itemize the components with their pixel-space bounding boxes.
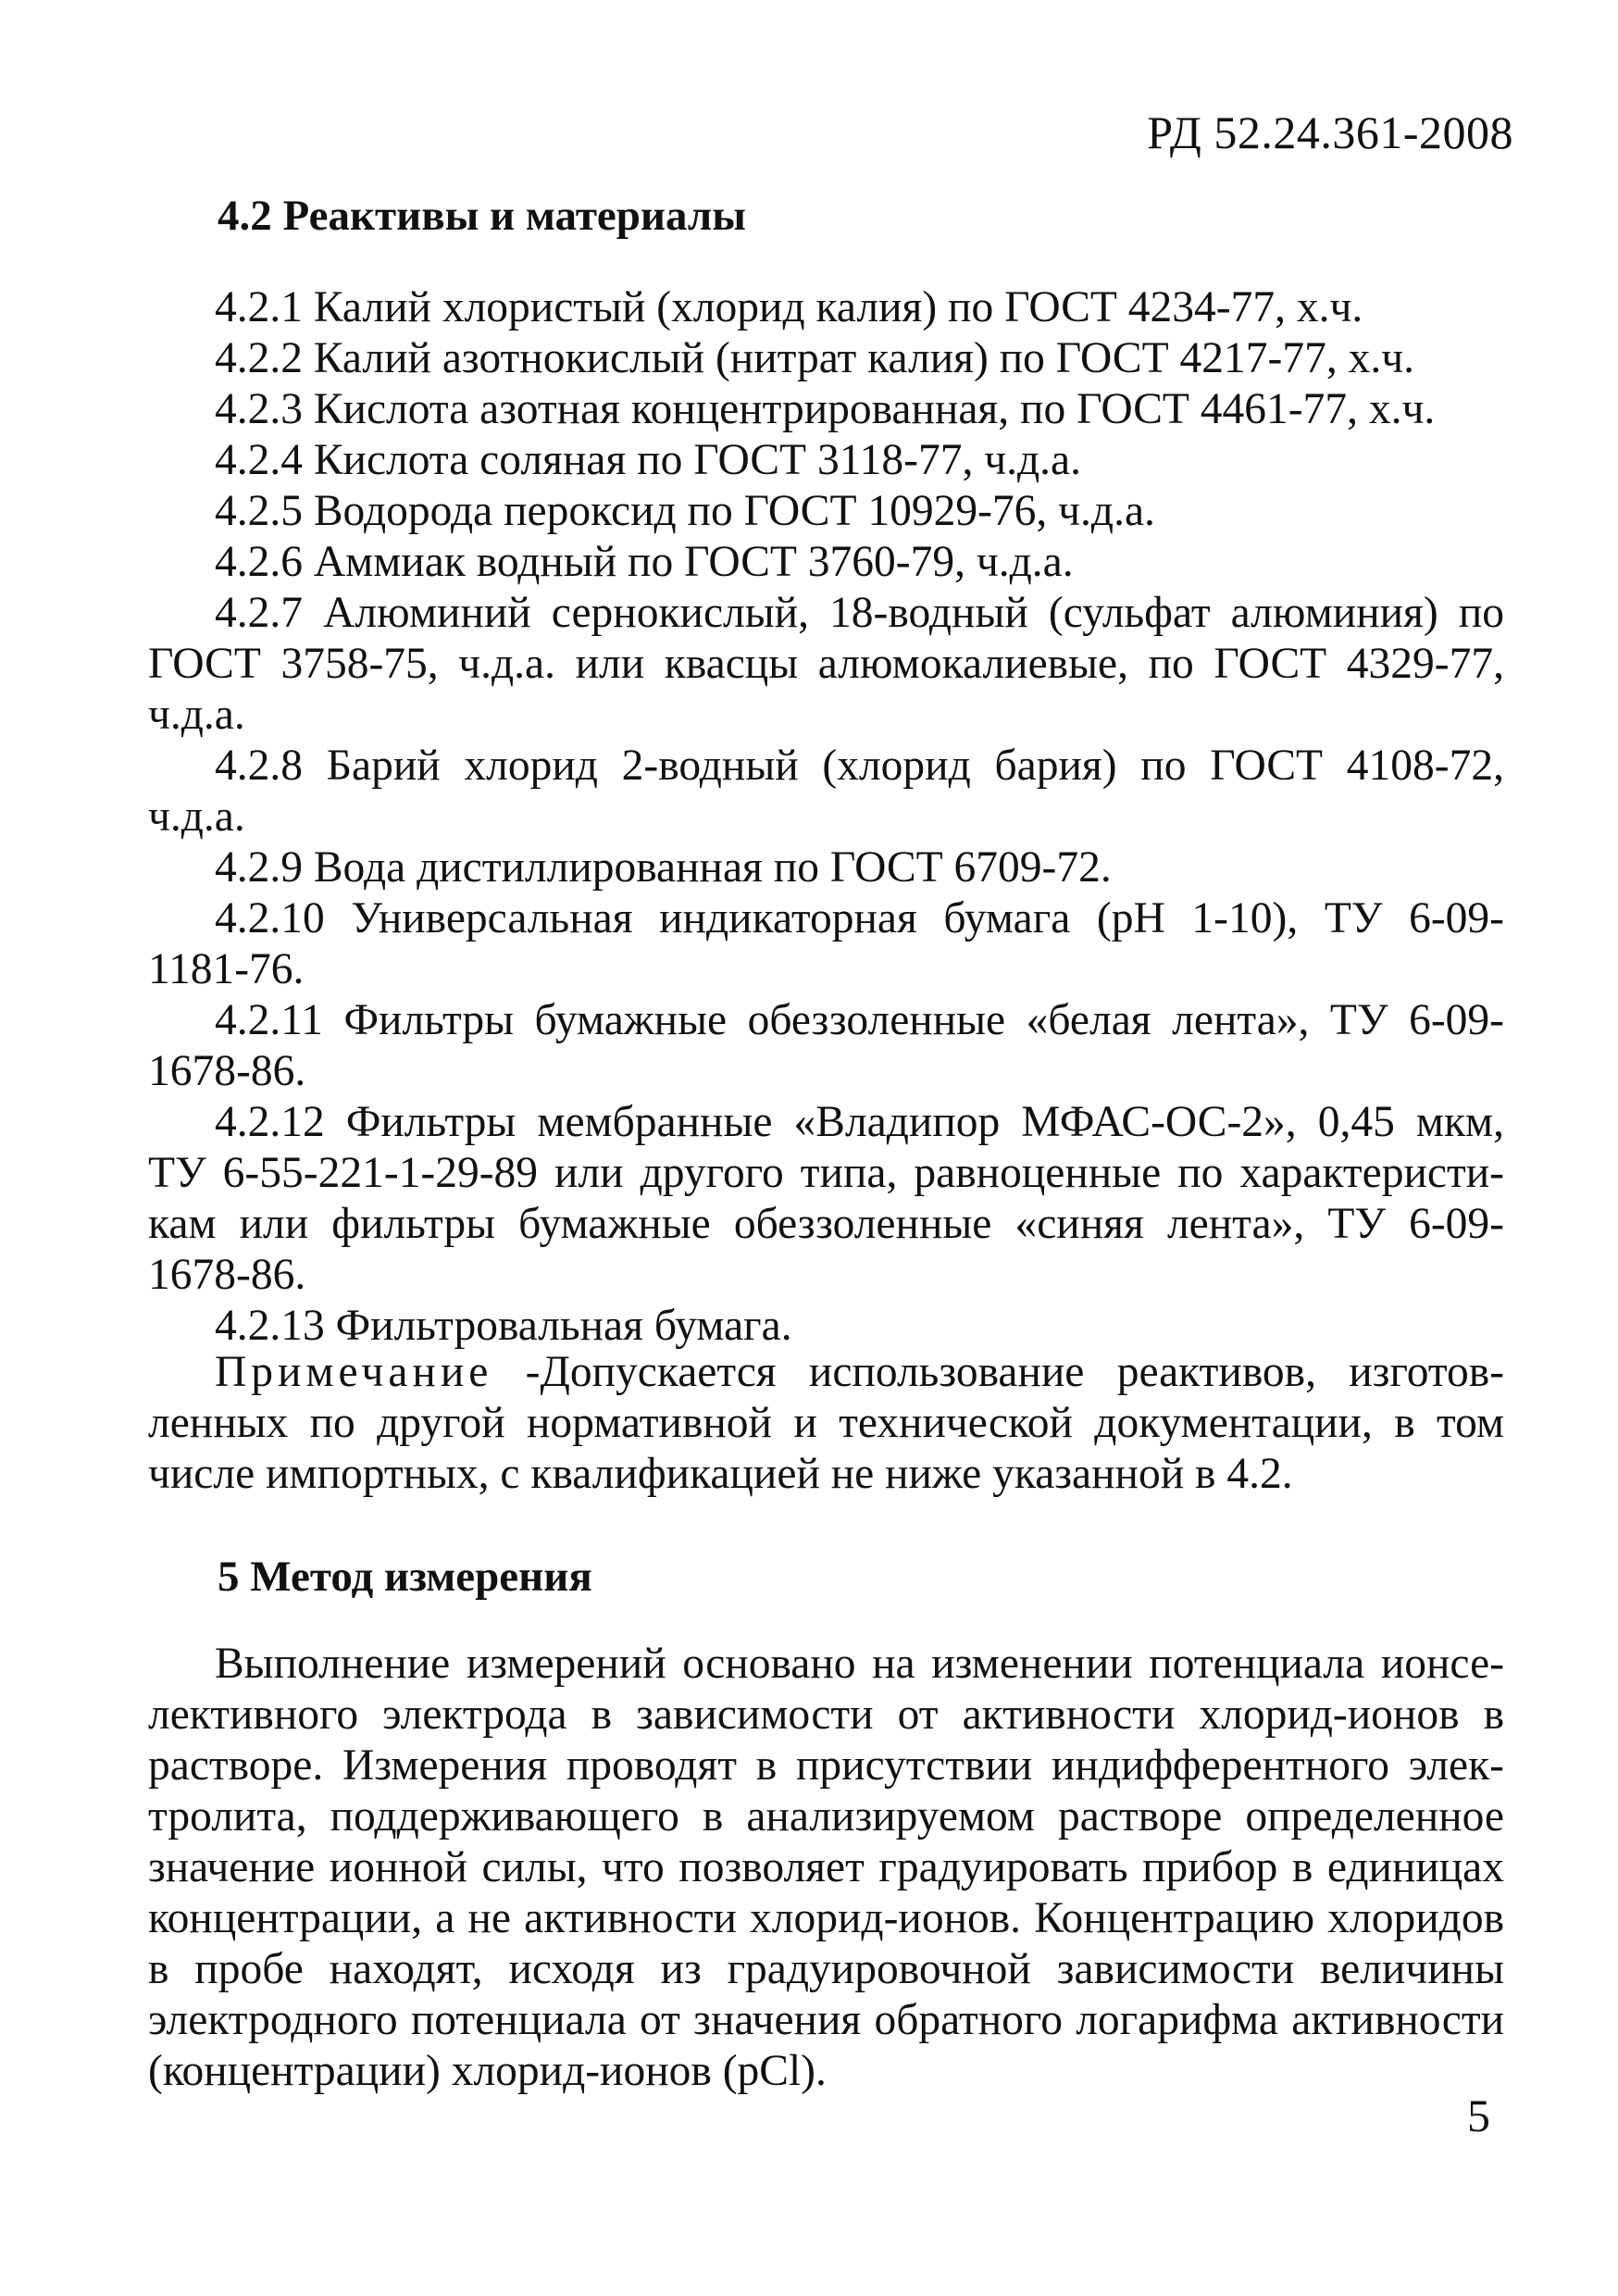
note-block bbox=[148, 1347, 1504, 1500]
paragraph-line: (концентрации) хлорид-ионов (рСl). bbox=[148, 2047, 827, 2095]
list-item: 4.2.10 Универсальная индикаторная бумага (рН 1-10), ТУ 6-09- bbox=[215, 894, 1504, 942]
list-item-continuation: 1678-86. bbox=[148, 1251, 306, 1299]
method-paragraph bbox=[148, 1639, 1504, 2097]
document-number: РД 52.24.361-2008 bbox=[1147, 106, 1513, 158]
list-item: 4.2.4 Кислота соляная по ГОСТ 3118-77, ч.д.а. bbox=[215, 436, 1082, 484]
list-item-continuation: ч.д.а. bbox=[148, 792, 245, 841]
list-item-continuation: 1678-86. bbox=[148, 1047, 306, 1095]
note-line: ленных по другой нормативной и технической документации, в том bbox=[148, 1399, 1504, 1447]
list-item: 4.2.12 Фильтры мембранные «Владипор МФАС-ОС-2», 0,45 мкм, bbox=[215, 1098, 1504, 1146]
list-item: 4.2.6 Аммиак водный по ГОСТ 3760-79, ч.д.а. bbox=[215, 538, 1074, 586]
list-item: 4.2.3 Кислота азотная концентрированная, по ГОСТ 4461-77, х.ч. bbox=[215, 385, 1436, 433]
paragraph-line: концентрации, а не активности хлорид-ионов. Концентрацию хлоридов bbox=[148, 1894, 1504, 1942]
list-item: 4.2.5 Водорода пероксид по ГОСТ 10929-76, ч.д.а. bbox=[215, 487, 1155, 535]
note-label: Примечание bbox=[215, 1348, 493, 1396]
paragraph-line: в пробе находят, исходя из градуировочной зависимости величины bbox=[148, 1945, 1504, 1993]
list-item-continuation: 1181-76. bbox=[148, 945, 305, 993]
list-item: 4.2.11 Фильтры бумажные обеззоленные «белая лента», ТУ 6-09- bbox=[215, 996, 1504, 1044]
reagents-list bbox=[148, 282, 1504, 1352]
paragraph-line: Выполнение измерений основано на изменении потенциала ионсе- bbox=[215, 1640, 1504, 1688]
note-line bbox=[148, 1347, 1504, 1398]
list-item: 4.2.9 Вода дистиллированная по ГОСТ 6709-72. bbox=[215, 843, 1112, 892]
list-item-continuation: ч.д.а. bbox=[148, 691, 245, 739]
page-number: 5 bbox=[1467, 2090, 1490, 2141]
list-item: 4.2.2 Калий азотнокислый (нитрат калия) по ГОСТ 4217-77, х.ч. bbox=[215, 334, 1414, 382]
list-item: 4.2.13 Фильтровальная бумага. bbox=[215, 1302, 792, 1350]
paragraph-line: значение ионной силы, что позволяет градуировать прибор в единицах bbox=[148, 1843, 1504, 1891]
list-item-continuation: ГОСТ 3758-75, ч.д.а. или квасцы алюмокалиевые, по ГОСТ 4329-77, bbox=[148, 640, 1504, 688]
list-item: 4.2.1 Калий хлористый (хлорид калия) по ГОСТ 4234-77, х.ч. bbox=[215, 283, 1363, 331]
note-text: -Допускается использование реактивов, изготов- bbox=[492, 1348, 1504, 1396]
paragraph-line: лективного электрода в зависимости от активности хлорид-ионов в bbox=[148, 1691, 1504, 1739]
paragraph-line: растворе. Измерения проводят в присутствии индифферентного элек- bbox=[148, 1741, 1504, 1790]
list-item: 4.2.7 Алюминий сернокислый, 18-водный (сульфат алюминия) по bbox=[215, 589, 1504, 637]
section-title-method: 5 Метод измерения bbox=[218, 1553, 592, 1601]
section-title-reagents: 4.2 Реактивы и материалы bbox=[218, 192, 746, 240]
paragraph-line: тролита, поддерживающего в анализируемом растворе определенное bbox=[148, 1792, 1504, 1841]
note-line: числе импортных, с квалификацией не ниже указанной в 4.2. bbox=[148, 1450, 1293, 1498]
list-item-continuation: кам или фильтры бумажные обеззоленные «синяя лента», ТУ 6-09- bbox=[148, 1200, 1504, 1248]
list-item-continuation: ТУ 6-55-221-1-29-89 или другого типа, равноценные по характеристи- bbox=[148, 1149, 1504, 1197]
paragraph-line: электродного потенциала от значения обратного логарифма активности bbox=[148, 1996, 1504, 2044]
list-item: 4.2.8 Барий хлорид 2-водный (хлорид бария) по ГОСТ 4108-72, bbox=[215, 742, 1504, 790]
